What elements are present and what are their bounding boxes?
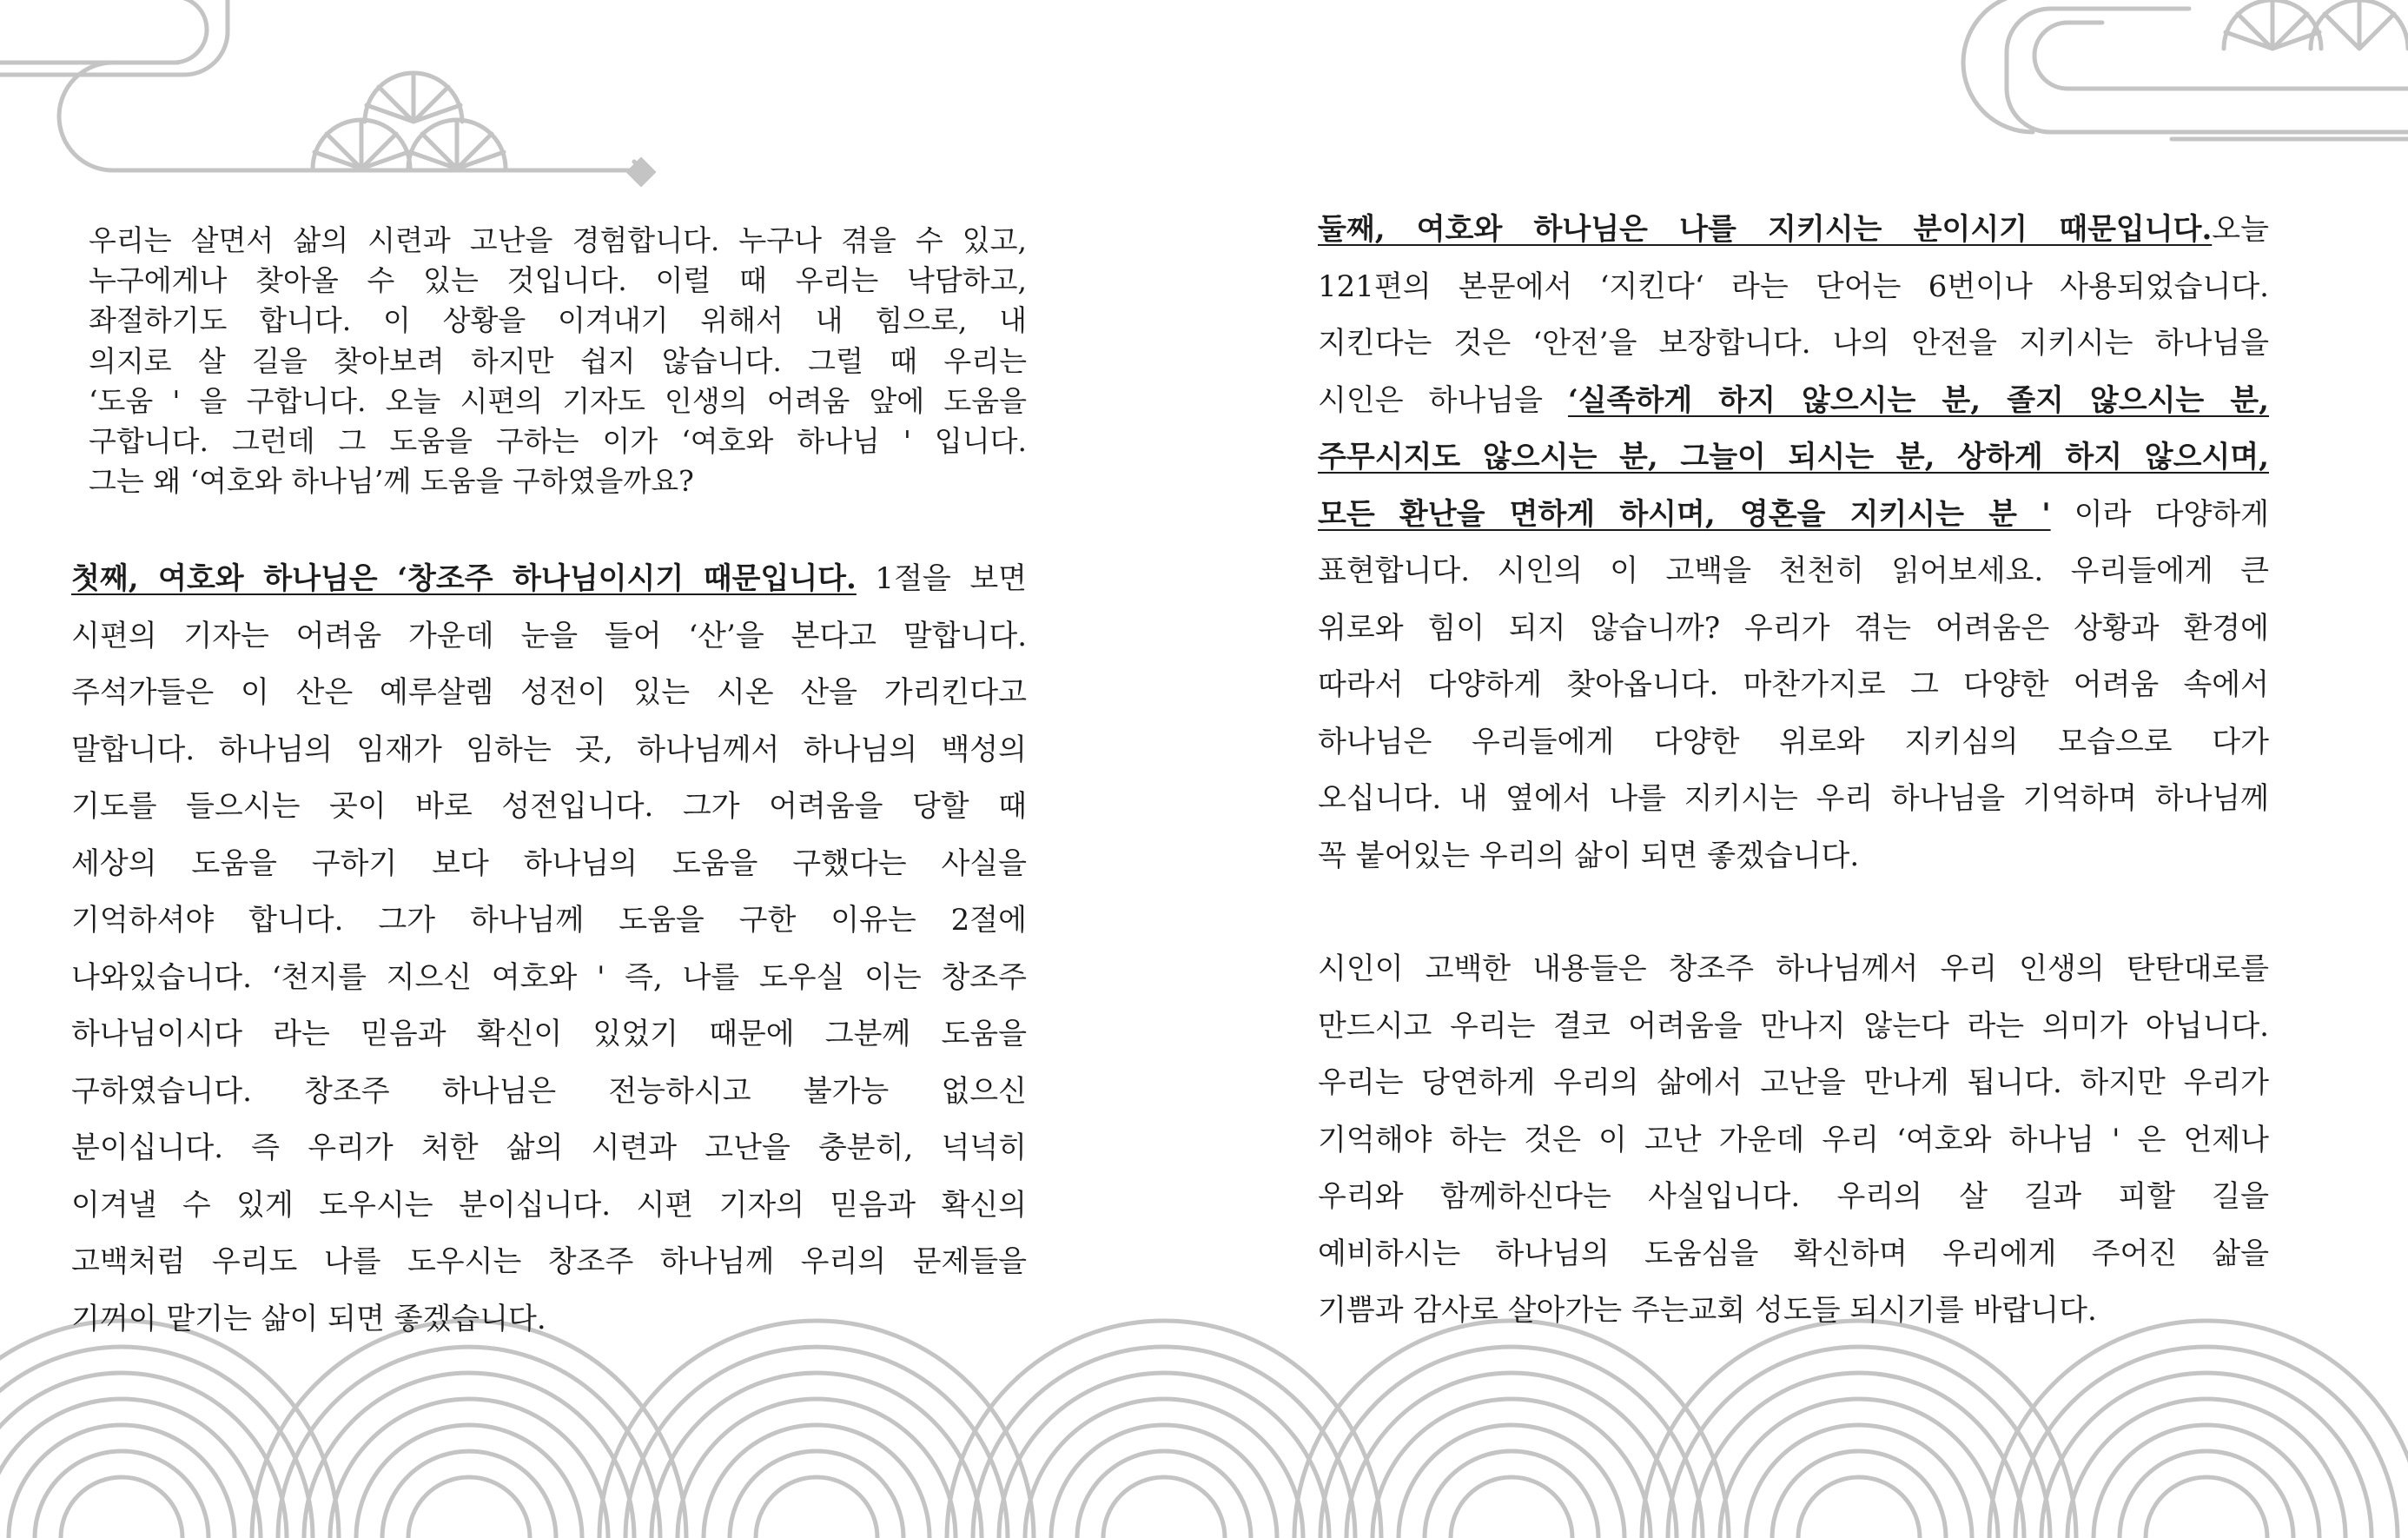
quote-intro: 시인은 하나님을 bbox=[1318, 382, 1568, 418]
body-line: 주석가들은 이 산은 예루살렘 성전이 있는 시온 산을 가리킨다고 bbox=[71, 675, 1027, 710]
body-line: 구하였습니다. 창조주 하나님은 전능하시고 불가능 없으신 bbox=[71, 1073, 1027, 1109]
closing-line: 시인이 고백한 내용들은 창조주 하나님께서 우리 인생의 탄탄대로를 bbox=[1318, 951, 2269, 986]
quote-line bbox=[1318, 429, 2269, 487]
body-line: 기억하셔야 합니다. 그가 하나님께 도움을 구한 이유는 2절에 bbox=[71, 903, 1027, 938]
top-right-cloud-icon bbox=[1963, 0, 2408, 139]
first-point-first-line bbox=[71, 551, 1027, 608]
second-point-heading: 둘째, 여호와 하나님은 나를 지키시는 분이시기 때문입니다. bbox=[1318, 212, 2213, 247]
intro-paragraph bbox=[89, 221, 1027, 501]
body-line: 분이십니다. 즉 우리가 처한 삶의 시련과 고난을 충분히, 넉넉히 bbox=[71, 1130, 1027, 1165]
first-point-section bbox=[71, 551, 1027, 1348]
closing-line: 예비하시는 하나님의 도움심을 확신하며 우리에게 주어진 삶을 bbox=[1318, 1236, 2269, 1271]
body-line: 하나님은 우리들에게 다양한 위로와 지키심의 모습으로 다가 bbox=[1318, 724, 2269, 759]
quote-text: 주무시지도 않으시는 분, 그늘이 되시는 분, 상하게 하지 않으시며, bbox=[1318, 440, 2269, 474]
intro-line: ‘도움 ' 을 구합니다. 오늘 시편의 기자도 인생의 어려움 앞에 도움을 bbox=[89, 383, 1027, 418]
intro-line: 의지로 살 길을 찾아보려 하지만 쉽지 않습니다. 그럴 때 우리는 bbox=[89, 343, 1027, 378]
body-line: 지킨다는 것은 ‘안전’을 보장합니다. 나의 안전을 지키시는 하나님을 bbox=[1318, 326, 2269, 361]
quote-line bbox=[1318, 487, 2269, 544]
body-line: 기도를 들으시는 곳이 바로 성전입니다. 그가 어려움을 당할 때 bbox=[71, 789, 1027, 824]
body-line: 나와있습니다. ‘천지를 지으신 여호와 ' 즉, 나를 도우실 이는 창조주 bbox=[71, 959, 1027, 995]
top-left-cloud-icon bbox=[0, 0, 643, 170]
second-point-first-line bbox=[1318, 202, 2269, 259]
intro-line: 우리는 살면서 삶의 시련과 고난을 경험합니다. 누구나 겪을 수 있고, bbox=[89, 223, 1027, 257]
body-line: 표현합니다. 시인의 이 고백을 천천히 읽어보세요. 우리들에게 큰 bbox=[1318, 554, 2269, 588]
closing-line: 우리와 함께하신다는 사실입니다. 우리의 살 길과 피할 길을 bbox=[1318, 1179, 2269, 1214]
body-line: 오십니다. 내 옆에서 나를 지키시는 우리 하나님을 기억하며 하나님께 bbox=[1318, 781, 2269, 816]
diamond-icon bbox=[629, 160, 653, 184]
body-line: 이겨낼 수 있게 도우시는 분이십니다. 시편 기자의 믿음과 확신의 bbox=[71, 1187, 1027, 1223]
body-line: 위로와 힘이 되지 않습니까? 우리가 겪는 어려움은 상황과 환경에 bbox=[1318, 610, 2269, 646]
bottom-wave-pattern-icon bbox=[0, 1321, 2408, 1538]
body-line: 121편의 본문에서 ‘지킨다‘ 라는 단어는 6번이나 사용되었습니다. bbox=[1318, 268, 2269, 304]
closing-line: 우리는 당연하게 우리의 삶에서 고난을 만나게 됩니다. 하지만 우리가 bbox=[1318, 1065, 2269, 1100]
first-point-first-line-rest: 1절을 보면 bbox=[856, 561, 1028, 596]
closing-line: 기억해야 하는 것은 이 고난 가운데 우리 ‘여호와 하나님 ' 은 언제나 bbox=[1318, 1122, 2269, 1157]
closing-line: 기쁨과 감사로 살아가는 주는교회 성도들 되시기를 바랍니다. bbox=[1318, 1293, 2097, 1328]
second-point-section bbox=[1318, 202, 2269, 885]
quote-line bbox=[1318, 373, 2269, 430]
body-line: 기꺼이 맡기는 삶이 되면 좋겠습니다. bbox=[71, 1301, 546, 1336]
intro-line: 그는 왜 ‘여호와 하나님’께 도움을 구하였을까요? bbox=[89, 464, 694, 499]
body-line: 하나님이시다 라는 믿음과 확신이 있었기 때문에 그분께 도움을 bbox=[71, 1017, 1027, 1051]
body-line: 따라서 다양하게 찾아옵니다. 마찬가지로 그 다양한 어려움 속에서 bbox=[1318, 667, 2269, 702]
intro-line: 좌절하기도 합니다. 이 상황을 이겨내기 위해서 내 힘으로, 내 bbox=[89, 303, 1027, 338]
body-line: 말합니다. 하나님의 임재가 임하는 곳, 하나님께서 하나님의 백성의 bbox=[71, 732, 1027, 767]
fan-ornament-right-icon bbox=[2224, 0, 2408, 49]
second-point-first-line-rest: 오늘 bbox=[2212, 212, 2269, 247]
first-point-heading: 첫째, 여호와 하나님은 ‘창조주 하나님이시기 때문입니다. bbox=[71, 561, 857, 596]
body-line: 꼭 붙어있는 우리의 삶이 되면 좋겠습니다. bbox=[1318, 838, 1860, 873]
quote-text: 모든 환난을 면하게 하시며, 영혼을 지키시는 분 ' bbox=[1318, 496, 2051, 532]
closing-paragraph bbox=[1318, 941, 2269, 1340]
intro-line: 구합니다. 그런데 그 도움을 구하는 이가 ‘여호와 하나님 ' 입니다. bbox=[89, 424, 1027, 459]
quote-text: ‘실족하게 하지 않으시는 분, 졸지 않으시는 분, bbox=[1567, 382, 2269, 418]
quote-outro: 이라 다양하게 bbox=[2050, 496, 2269, 532]
intro-line: 누구에게나 찾아올 수 있는 것입니다. 이럴 때 우리는 낙담하고, bbox=[89, 263, 1027, 298]
body-line: 고백처럼 우리도 나를 도우시는 창조주 하나님께 우리의 문제들을 bbox=[71, 1244, 1027, 1279]
body-line: 시편의 기자는 어려움 가운데 눈을 들어 ‘산’을 본다고 말합니다. bbox=[71, 618, 1027, 653]
closing-line: 만드시고 우리는 결코 어려움을 만나지 않는다 라는 의미가 아닙니다. bbox=[1318, 1008, 2269, 1044]
body-line: 세상의 도움을 구하기 보다 하나님의 도움을 구했다는 사실을 bbox=[71, 845, 1027, 881]
fan-ornament-icon bbox=[313, 73, 506, 169]
